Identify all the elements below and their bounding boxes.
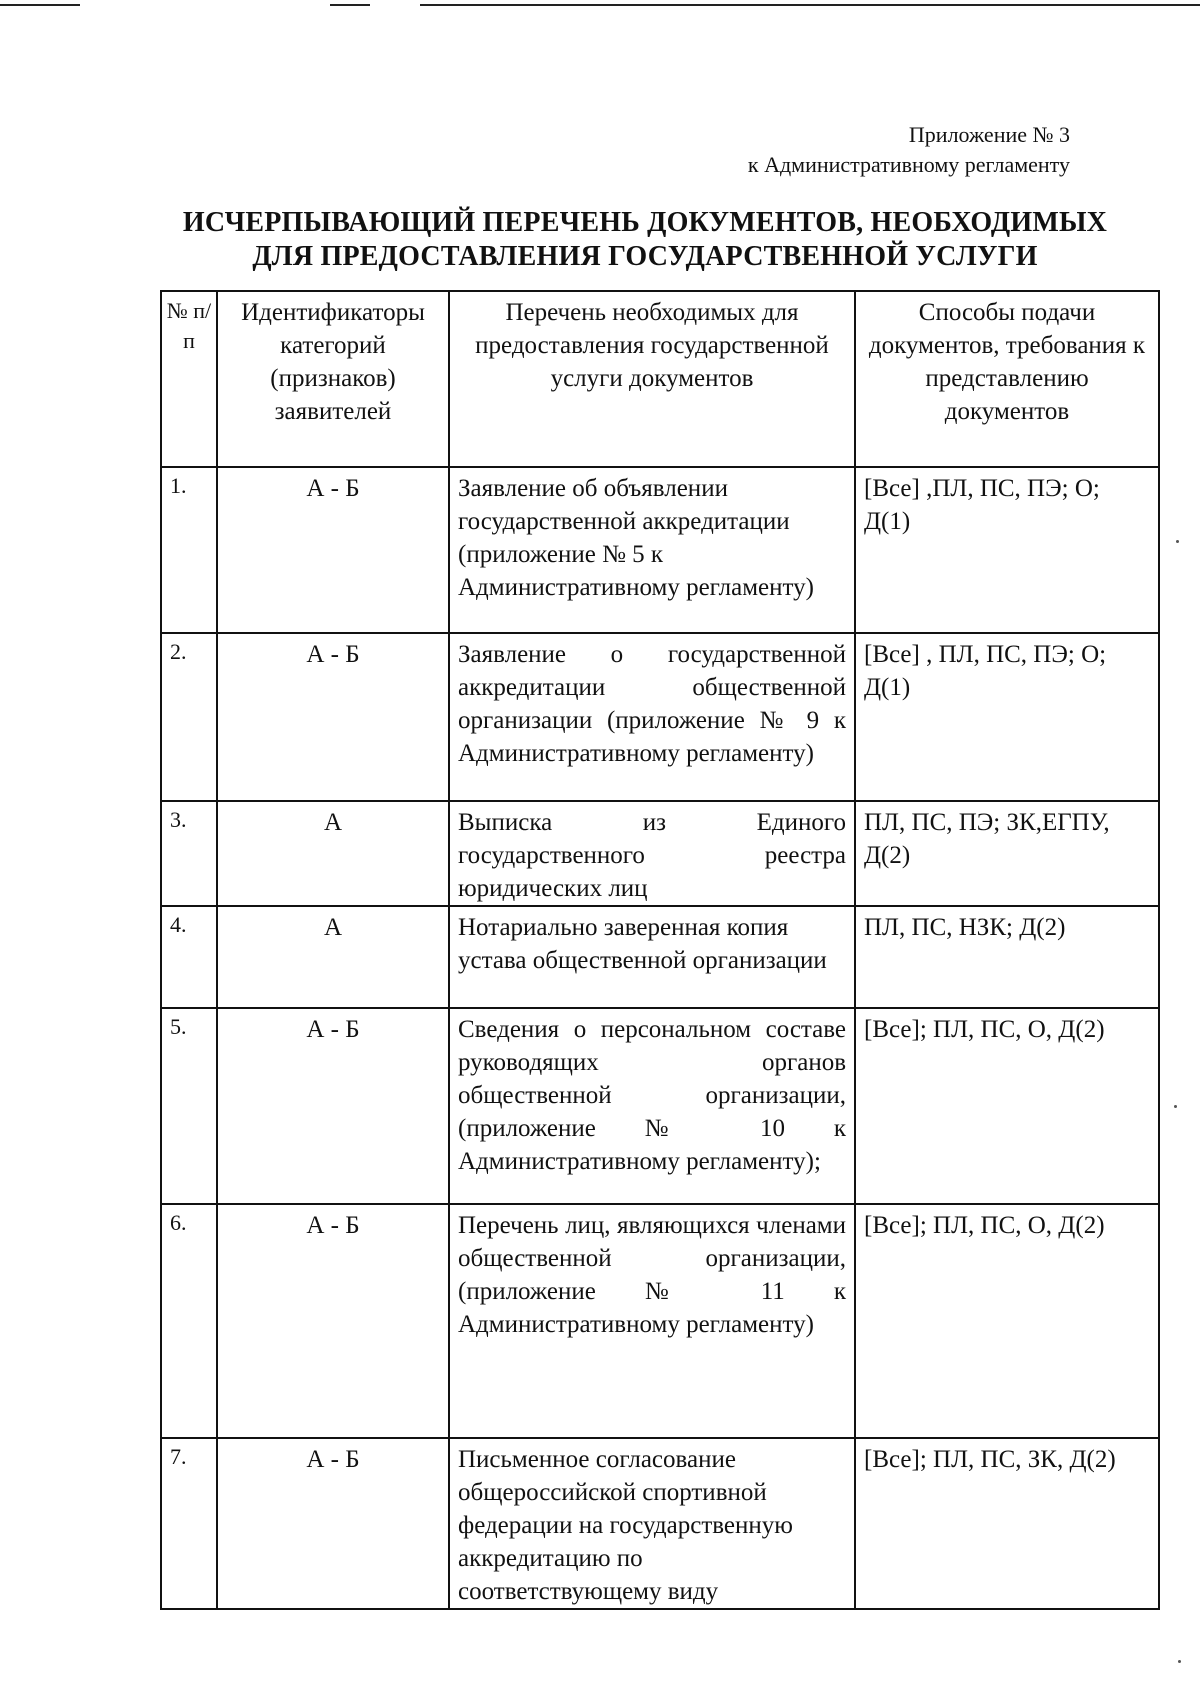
row-number: 2.: [161, 633, 217, 801]
row-number: 6.: [161, 1204, 217, 1438]
row-document: Заявление о государственной аккредитации общественной организации (приложение № 9 к Административному регламенту): [449, 633, 855, 801]
row-category: А: [217, 801, 449, 906]
row-category: А - Б: [217, 467, 449, 633]
row-category: А - Б: [217, 1204, 449, 1438]
row-method: ПЛ, ПС, ПЭ; ЗК,ЕГПУ, Д(2): [855, 801, 1159, 906]
row-document: Заявление об объявлении государственной аккредитации (приложение № 5 к Административному регламенту): [449, 467, 855, 633]
row-method: [Все] ,ПЛ, ПС, ПЭ; О; Д(1): [855, 467, 1159, 633]
row-method: [Все] , ПЛ, ПС, ПЭ; О; Д(1): [855, 633, 1159, 801]
scan-speck: [1176, 540, 1179, 543]
scan-edge-line-left: [0, 4, 80, 6]
table-row: [161, 467, 1159, 633]
row-document: Сведения о персональном составе руководящих органов общественной организации, (приложение № 10 к Административному регламенту);: [449, 1008, 855, 1204]
document-title: [160, 206, 1130, 274]
document-title-line-2: ДЛЯ ПРЕДОСТАВЛЕНИЯ ГОСУДАРСТВЕННОЙ УСЛУГИ: [252, 241, 1038, 272]
row-method: [Все]; ПЛ, ПС, О, Д(2): [855, 1204, 1159, 1438]
row-category: А - Б: [217, 1008, 449, 1204]
scan-speck: [1178, 1660, 1181, 1663]
row-method: ПЛ, ПС, НЗК; Д(2): [855, 906, 1159, 1008]
row-category: А: [217, 906, 449, 1008]
row-document: Выписка из Единого государственного реестра юридических лиц: [449, 801, 855, 906]
table-row: [161, 1438, 1159, 1609]
documents-table: [160, 290, 1160, 1610]
row-method: [Все]; ПЛ, ПС, О, Д(2): [855, 1008, 1159, 1204]
header-category: Идентификаторы категорий (признаков) заявителей: [217, 291, 449, 467]
table-row: [161, 1008, 1159, 1204]
row-category: А - Б: [217, 1438, 449, 1609]
scan-edge-line-right: [420, 4, 1200, 6]
table-row: [161, 633, 1159, 801]
row-category: А - Б: [217, 633, 449, 801]
row-document: Письменное согласование общероссийской спортивной федерации на государственную аккредитацию по соответствующему виду: [449, 1438, 855, 1609]
header-num: № п/п: [161, 291, 217, 467]
scan-speck: [1174, 1105, 1177, 1108]
row-number: 7.: [161, 1438, 217, 1609]
table-row: [161, 1204, 1159, 1438]
annex-regulation: к Административному регламенту: [747, 152, 1070, 177]
row-number: 4.: [161, 906, 217, 1008]
row-number: 3.: [161, 801, 217, 906]
scan-edge-line-middle: [330, 4, 370, 6]
table-row: [161, 906, 1159, 1008]
row-method: [Все]; ПЛ, ПС, ЗК, Д(2): [855, 1438, 1159, 1609]
row-document: Нотариально заверенная копия устава общественной организации: [449, 906, 855, 1008]
table-header-row: [161, 291, 1159, 467]
annex-reference: [748, 120, 1070, 180]
table-row: [161, 801, 1159, 906]
document-title-line-1: ИСЧЕРПЫВАЮЩИЙ ПЕРЕЧЕНЬ ДОКУМЕНТОВ, НЕОБХОДИМЫХ: [182, 207, 1108, 238]
header-methods: Способы подачи документов, требования к представлению документов: [855, 291, 1159, 467]
row-number: 1.: [161, 467, 217, 633]
header-documents: Перечень необходимых для предоставления государственной услуги документов: [449, 291, 855, 467]
row-number: 5.: [161, 1008, 217, 1204]
annex-number: Приложение № 3: [908, 122, 1070, 147]
row-document: Перечень лиц, являющихся членами общественной организации, (приложение № 11 к Административному регламенту): [449, 1204, 855, 1438]
